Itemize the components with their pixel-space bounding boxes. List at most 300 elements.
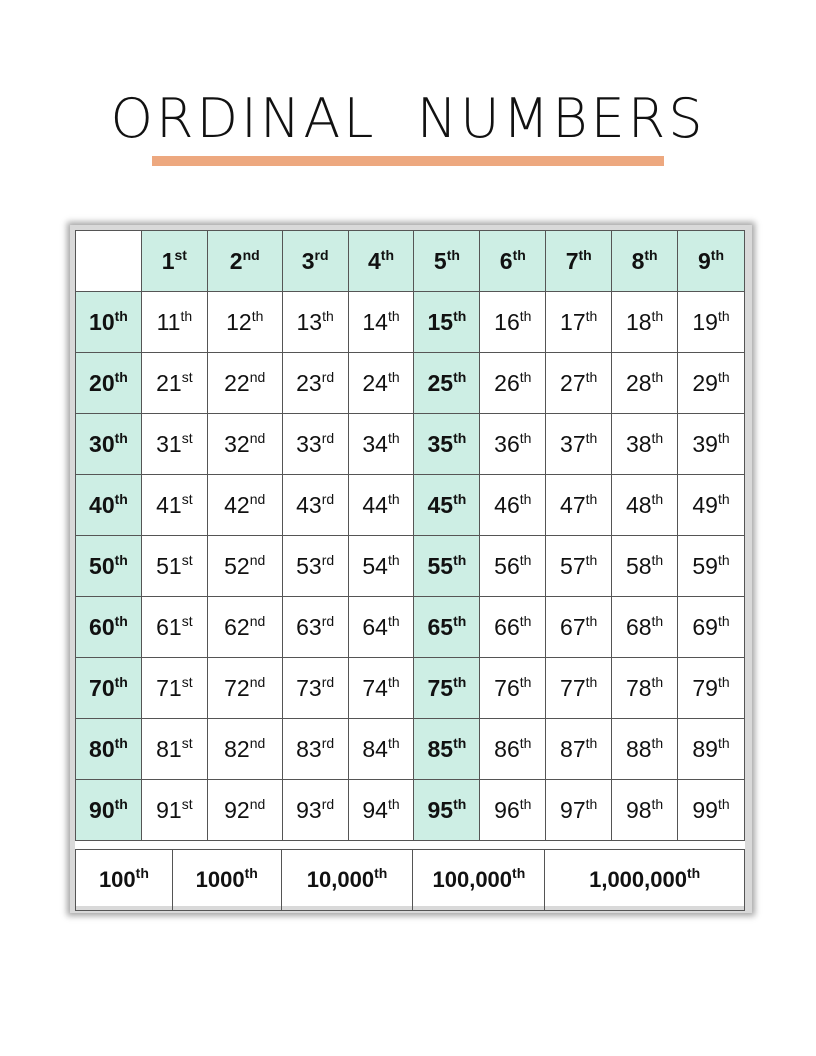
ordinal-suffix: th <box>453 307 467 324</box>
ordinal-cell <box>612 353 678 414</box>
table-row <box>76 719 745 780</box>
ordinal-suffix: th <box>651 551 664 568</box>
ordinal-number: 59 <box>692 552 718 579</box>
ordinal-suffix: th <box>585 795 598 812</box>
table-row <box>76 658 745 719</box>
ordinal-suffix: th <box>114 490 128 507</box>
ordinal-number: 6 <box>499 247 513 274</box>
ordinal-suffix: st <box>181 612 193 629</box>
ordinal-number: 42 <box>224 491 250 518</box>
ordinal-cell <box>546 475 612 536</box>
table-row <box>76 414 745 475</box>
ordinal-suffix: th <box>651 673 664 690</box>
row-header-cell <box>76 475 142 536</box>
ordinal-number: 18 <box>625 308 652 335</box>
ordinal-number: 11 <box>156 308 181 335</box>
ordinal-suffix: th <box>651 307 664 324</box>
ordinal-number: 23 <box>296 369 322 396</box>
ordinal-cell <box>480 719 546 780</box>
ordinal-number: 68 <box>625 613 652 640</box>
ordinal-number: 32 <box>224 430 250 457</box>
ordinal-suffix: th <box>585 551 598 568</box>
ordinal-suffix: th <box>114 307 128 324</box>
ordinal-number: 54 <box>362 552 388 579</box>
ordinal-suffix: rd <box>321 368 335 385</box>
ordinal-number: 44 <box>362 491 388 518</box>
highlight-cell <box>414 475 480 536</box>
ordinal-number: 100,000 <box>432 867 513 892</box>
ordinal-suffix: th <box>519 734 532 751</box>
ordinal-cell <box>546 658 612 719</box>
ordinal-number: 79 <box>692 674 718 701</box>
ordinal-suffix: rd <box>321 673 335 690</box>
ordinal-cell <box>282 353 348 414</box>
row-header-cell <box>76 597 142 658</box>
ordinal-cell <box>207 414 282 475</box>
ordinal-number: 16 <box>494 308 520 335</box>
ordinal-suffix: th <box>519 429 532 446</box>
highlight-cell <box>414 719 480 780</box>
ordinal-cell <box>546 597 612 658</box>
ordinal-number: 17 <box>560 308 586 335</box>
ordinal-number: 80 <box>89 735 115 762</box>
ordinal-cell <box>282 597 348 658</box>
ordinal-cell <box>348 780 414 841</box>
ordinal-suffix: th <box>585 734 598 751</box>
ordinal-number: 57 <box>560 552 586 579</box>
ordinal-number: 4 <box>368 247 381 274</box>
ordinal-suffix: th <box>651 734 664 751</box>
ordinal-cell <box>546 353 612 414</box>
highlight-cell <box>414 292 480 353</box>
ordinal-number: 94 <box>362 796 388 823</box>
page-title: ORDINAL NUMBERS <box>110 87 706 150</box>
ordinal-suffix: th <box>512 246 526 263</box>
ordinal-cell <box>480 658 546 719</box>
highlight-cell <box>414 353 480 414</box>
ordinal-suffix: th <box>453 795 467 812</box>
ordinal-number: 12 <box>226 308 252 335</box>
table-row <box>76 780 745 841</box>
ordinal-suffix: th <box>114 795 128 812</box>
ordinal-number: 76 <box>494 674 520 701</box>
ordinal-number: 85 <box>427 735 454 762</box>
ordinal-suffix: st <box>181 673 193 690</box>
ordinal-number: 73 <box>296 674 322 701</box>
ordinal-number: 36 <box>494 430 520 457</box>
row-header-cell <box>76 536 142 597</box>
ordinal-suffix: th <box>453 368 467 385</box>
ordinal-suffix: th <box>387 429 400 446</box>
ordinal-suffix: rd <box>321 551 335 568</box>
ordinal-number: 88 <box>625 735 652 762</box>
header-cell <box>480 231 546 292</box>
ordinal-number: 37 <box>560 430 586 457</box>
ordinal-number: 87 <box>560 735 586 762</box>
ordinal-cell <box>480 353 546 414</box>
ordinal-cell <box>612 780 678 841</box>
large-ordinal-cell <box>413 850 545 911</box>
ordinal-number: 78 <box>625 674 652 701</box>
ordinal-cell <box>612 414 678 475</box>
ordinal-suffix: th <box>585 429 598 446</box>
ordinal-number: 56 <box>494 552 520 579</box>
ordinal-number: 58 <box>625 552 652 579</box>
ordinal-suffix: th <box>578 246 592 263</box>
ordinal-suffix: th <box>651 429 664 446</box>
ordinal-suffix: th <box>585 612 598 629</box>
ordinal-number: 100 <box>98 867 136 892</box>
ordinal-suffix: th <box>380 246 395 263</box>
ordinal-number: 39 <box>692 430 718 457</box>
ordinal-cell <box>678 719 745 780</box>
table-row <box>76 475 745 536</box>
ordinal-cell <box>480 597 546 658</box>
ordinal-suffix: th <box>244 865 258 881</box>
ordinal-suffix: rd <box>314 246 329 263</box>
ordinal-suffix: th <box>446 246 460 263</box>
ordinal-number: 49 <box>692 491 718 518</box>
header-cell <box>414 231 480 292</box>
ordinal-number: 34 <box>362 430 388 457</box>
ordinal-number: 98 <box>625 796 652 823</box>
ordinal-suffix: th <box>387 734 400 751</box>
ordinal-cell <box>480 536 546 597</box>
ordinal-suffix: th <box>114 612 128 629</box>
ordinal-number: 8 <box>631 247 645 274</box>
ordinal-number: 15 <box>427 308 454 335</box>
ordinal-number: 43 <box>296 491 322 518</box>
ordinal-suffix: nd <box>249 795 266 812</box>
ordinal-suffix: rd <box>321 795 335 812</box>
ordinal-number: 74 <box>362 674 388 701</box>
ordinal-suffix: th <box>519 795 532 812</box>
header-cell <box>348 231 414 292</box>
ordinal-cell <box>207 536 282 597</box>
ordinal-number: 1000 <box>195 867 245 892</box>
ordinal-cell <box>348 719 414 780</box>
ordinal-suffix: th <box>387 795 400 812</box>
ordinal-number: 41 <box>156 491 182 518</box>
ordinal-number: 83 <box>296 735 322 762</box>
ordinal-number: 53 <box>296 552 322 579</box>
ordinal-suffix: rd <box>321 490 335 507</box>
ordinal-cell <box>348 536 414 597</box>
ordinal-suffix: th <box>710 246 725 263</box>
ordinal-number: 71 <box>156 674 182 701</box>
header-cell <box>141 231 207 292</box>
header-cell <box>282 231 348 292</box>
ordinal-cell <box>480 414 546 475</box>
ordinal-number: 63 <box>296 613 322 640</box>
ordinal-number: 7 <box>565 247 579 274</box>
ordinal-suffix: th <box>717 795 730 812</box>
ordinal-suffix: th <box>387 307 400 324</box>
ordinal-number: 29 <box>692 369 718 396</box>
ordinal-number: 28 <box>625 369 652 396</box>
ordinal-cell <box>207 780 282 841</box>
ordinal-suffix: th <box>519 368 532 385</box>
ordinal-number: 72 <box>224 674 250 701</box>
ordinal-cell <box>612 658 678 719</box>
ordinal-number: 86 <box>494 735 520 762</box>
ordinal-cell <box>141 353 207 414</box>
highlight-cell <box>414 536 480 597</box>
ordinal-number: 64 <box>362 613 388 640</box>
ordinal-suffix: th <box>387 551 400 568</box>
ordinal-suffix: th <box>387 612 400 629</box>
ordinal-suffix: rd <box>321 734 335 751</box>
ordinal-cell <box>612 536 678 597</box>
ordinal-cell <box>282 475 348 536</box>
ordinal-cell <box>282 719 348 780</box>
ordinal-number: 33 <box>296 430 322 457</box>
highlight-cell <box>414 597 480 658</box>
ordinal-number: 55 <box>427 552 454 579</box>
ordinal-number: 69 <box>692 613 718 640</box>
ordinal-cell <box>348 353 414 414</box>
ordinal-suffix: th <box>651 368 664 385</box>
ordinal-number: 9 <box>698 247 711 274</box>
ordinal-suffix: th <box>585 368 598 385</box>
highlight-cell <box>414 414 480 475</box>
ordinal-number: 30 <box>89 430 115 457</box>
ordinal-number: 24 <box>362 369 388 396</box>
large-ordinal-cell <box>545 850 745 911</box>
ordinal-chart-frame <box>70 225 752 913</box>
ordinal-number: 20 <box>89 369 115 396</box>
ordinal-cell <box>678 780 745 841</box>
ordinal-cell <box>612 292 678 353</box>
ordinal-cell <box>141 414 207 475</box>
ordinal-suffix: th <box>644 246 658 263</box>
ordinal-cell <box>282 658 348 719</box>
ordinal-suffix: th <box>717 734 730 751</box>
ordinal-suffix: th <box>519 612 532 629</box>
ordinal-number: 75 <box>427 674 454 701</box>
ordinal-number: 46 <box>494 491 520 518</box>
ordinal-suffix: th <box>717 490 730 507</box>
ordinal-number: 84 <box>362 735 388 762</box>
ordinal-number: 10,000 <box>306 867 375 892</box>
ordinal-cell <box>612 597 678 658</box>
ordinal-number: 40 <box>89 491 115 518</box>
header-row <box>76 231 745 292</box>
ordinal-number: 91 <box>156 796 182 823</box>
large-ordinal-cell <box>76 850 173 911</box>
ordinal-suffix: th <box>717 673 730 690</box>
row-header-cell <box>76 414 142 475</box>
ordinal-cell <box>348 414 414 475</box>
ordinal-number: 38 <box>625 430 652 457</box>
ordinal-suffix: th <box>651 490 664 507</box>
ordinal-suffix: nd <box>249 612 266 629</box>
ordinal-suffix: th <box>251 307 264 324</box>
ordinal-cell <box>141 780 207 841</box>
ordinal-number: 13 <box>296 308 323 335</box>
ordinal-suffix: st <box>181 795 193 812</box>
row-header-cell <box>76 353 142 414</box>
ordinal-cell <box>207 292 282 353</box>
ordinal-suffix: th <box>717 612 730 629</box>
ordinal-suffix: nd <box>249 429 266 446</box>
ordinal-suffix: th <box>374 865 388 881</box>
ordinal-number: 66 <box>494 613 520 640</box>
ordinal-suffix: th <box>453 490 467 507</box>
ordinal-cell <box>141 597 207 658</box>
ordinal-cell <box>678 536 745 597</box>
ordinal-suffix: th <box>717 307 730 324</box>
ordinal-suffix: th <box>453 734 467 751</box>
ordinal-suffix: st <box>181 429 193 446</box>
ordinal-suffix: th <box>387 673 400 690</box>
ordinal-suffix: rd <box>321 429 335 446</box>
ordinal-cell <box>678 475 745 536</box>
ordinal-cell <box>480 292 546 353</box>
title-underline <box>152 156 664 166</box>
ordinal-suffix: th <box>717 429 730 446</box>
ordinal-number: 2 <box>229 247 243 274</box>
large-ordinal-cell <box>172 850 281 911</box>
ordinal-number: 50 <box>89 552 115 579</box>
ordinal-number: 35 <box>427 430 454 457</box>
ordinal-cell <box>480 780 546 841</box>
ordinal-number: 52 <box>224 552 250 579</box>
ordinal-number: 65 <box>427 613 454 640</box>
ordinal-suffix: st <box>181 734 193 751</box>
ordinal-number: 1,000,000 <box>589 867 687 892</box>
ordinal-suffix: th <box>453 612 467 629</box>
ordinal-cell <box>348 597 414 658</box>
header-cell <box>612 231 678 292</box>
ordinal-suffix: th <box>519 307 532 324</box>
ordinal-number: 10 <box>89 308 115 335</box>
header-cell <box>546 231 612 292</box>
ordinal-suffix: th <box>387 490 400 507</box>
ordinal-number: 47 <box>560 491 586 518</box>
ordinal-suffix: th <box>114 429 128 446</box>
ordinal-suffix: nd <box>249 551 266 568</box>
ordinal-suffix: rd <box>321 612 335 629</box>
ordinal-number: 92 <box>224 796 250 823</box>
ordinal-cell <box>348 658 414 719</box>
ordinal-cell <box>282 414 348 475</box>
ordinal-cell <box>207 719 282 780</box>
ordinal-suffix: nd <box>249 673 266 690</box>
ordinal-number: 82 <box>224 735 250 762</box>
ordinal-suffix: th <box>180 307 193 324</box>
ordinal-suffix: th <box>585 673 598 690</box>
ordinal-cell <box>141 292 207 353</box>
ordinal-number: 22 <box>224 369 250 396</box>
ordinal-cell <box>282 292 348 353</box>
ordinal-cell <box>546 719 612 780</box>
ordinal-number: 62 <box>224 613 250 640</box>
table-row <box>76 292 745 353</box>
ordinal-number: 97 <box>560 796 586 823</box>
ordinal-suffix: st <box>181 551 193 568</box>
ordinal-cell <box>480 475 546 536</box>
ordinal-number: 77 <box>560 674 586 701</box>
ordinal-number: 90 <box>89 796 115 823</box>
ordinal-cell <box>348 475 414 536</box>
ordinal-cell <box>141 719 207 780</box>
ordinal-cell <box>207 597 282 658</box>
ordinal-cell <box>678 353 745 414</box>
ordinal-number: 45 <box>427 491 454 518</box>
table-row <box>76 597 745 658</box>
ordinal-suffix: th <box>651 612 664 629</box>
ordinal-suffix: th <box>453 551 467 568</box>
ordinal-suffix: st <box>174 246 187 263</box>
row-header-cell <box>76 292 142 353</box>
ordinal-suffix: th <box>114 673 128 690</box>
ordinal-cell <box>678 292 745 353</box>
bottom-row <box>76 850 745 911</box>
ordinal-number: 95 <box>427 796 454 823</box>
ordinal-number: 93 <box>296 796 322 823</box>
ordinal-number: 61 <box>156 613 182 640</box>
ordinal-number: 89 <box>692 735 718 762</box>
table-row <box>76 353 745 414</box>
header-cell <box>678 231 745 292</box>
ordinal-suffix: th <box>114 368 128 385</box>
ordinal-suffix: th <box>519 551 532 568</box>
highlight-cell <box>414 780 480 841</box>
row-header-cell <box>76 658 142 719</box>
ordinal-cell <box>282 536 348 597</box>
ordinal-number: 26 <box>494 369 520 396</box>
ordinal-cell <box>612 719 678 780</box>
ordinal-cell <box>141 658 207 719</box>
ordinal-number: 5 <box>433 247 447 274</box>
ordinal-chart <box>75 230 745 906</box>
ordinal-suffix: th <box>453 429 467 446</box>
ordinal-cell <box>348 292 414 353</box>
ordinal-cell <box>207 353 282 414</box>
ordinal-suffix: th <box>717 551 730 568</box>
ordinal-suffix: th <box>519 490 532 507</box>
ordinal-suffix: th <box>651 795 664 812</box>
ordinal-number: 81 <box>156 735 182 762</box>
large-ordinal-cell <box>281 850 413 911</box>
ordinal-number: 70 <box>89 674 115 701</box>
ordinal-cell <box>282 780 348 841</box>
ordinal-number: 14 <box>362 308 388 335</box>
ordinal-cell <box>678 414 745 475</box>
header-cell <box>207 231 282 292</box>
ordinal-suffix: th <box>717 368 730 385</box>
ordinal-number: 96 <box>494 796 520 823</box>
ordinal-suffix: th <box>453 673 467 690</box>
ordinal-cell <box>141 536 207 597</box>
ordinal-cell <box>546 536 612 597</box>
ordinal-suffix: th <box>585 307 598 324</box>
ordinal-cell <box>546 292 612 353</box>
ordinal-number: 21 <box>156 369 182 396</box>
ordinal-suffix: th <box>686 865 701 881</box>
ordinal-number: 48 <box>625 491 652 518</box>
ordinal-number: 27 <box>560 369 586 396</box>
ordinal-suffix: th <box>585 490 598 507</box>
ordinal-cell <box>678 597 745 658</box>
ordinal-cell <box>612 475 678 536</box>
ordinal-suffix: th <box>322 307 334 324</box>
ordinal-suffix: th <box>512 865 526 881</box>
ordinal-number: 3 <box>301 247 315 274</box>
large-ordinals-row <box>75 849 745 911</box>
table-row <box>76 536 745 597</box>
